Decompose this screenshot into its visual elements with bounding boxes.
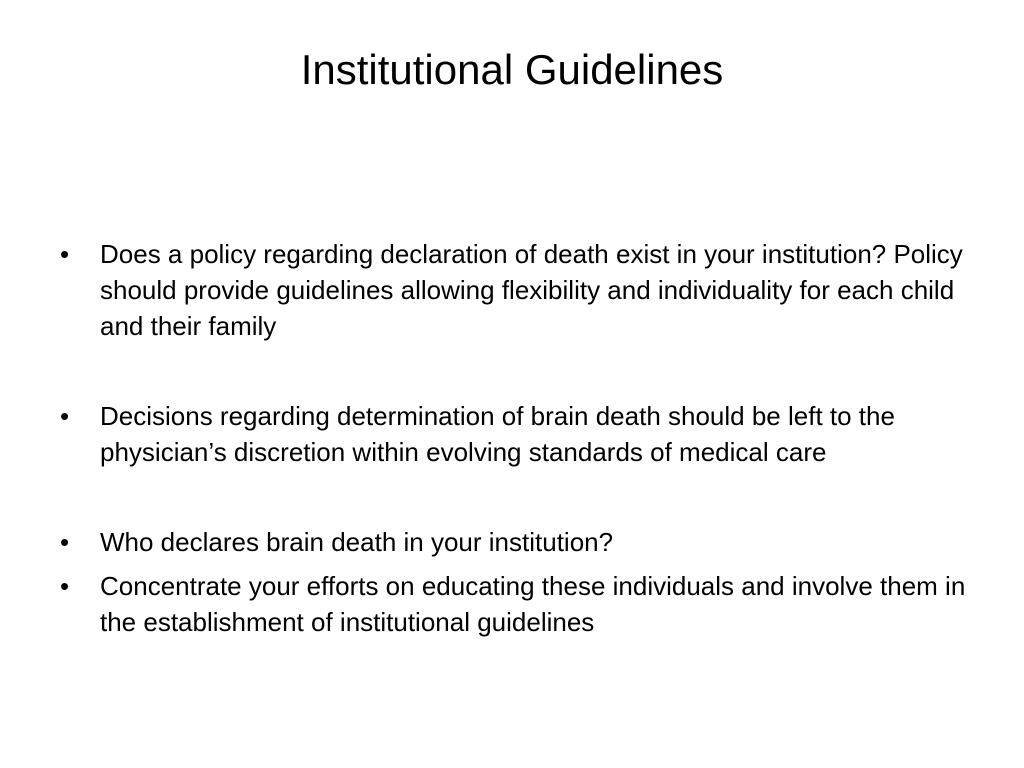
bullet-item	[60, 524, 970, 560]
bullet-dot-icon: •	[60, 239, 70, 269]
bullet-dot-icon: •	[60, 527, 70, 557]
bullet-text: Who declares brain death in your institution?	[100, 527, 614, 557]
bullet-list	[60, 236, 970, 640]
bullet-item	[60, 236, 970, 344]
bullet-item	[60, 398, 970, 470]
bullet-dot-icon: •	[60, 401, 70, 431]
slide-title: Institutional Guidelines	[300, 46, 724, 93]
bullet-text: Does a policy regarding declaration of death exist in your institution? Policy should provide guidelines allowing flexibility and individuality for each child and their family	[100, 239, 963, 341]
bullet-text: Concentrate your efforts on educating these individuals and involve them in the establishment of institutional guidelines	[100, 571, 966, 637]
bullet-text: Decisions regarding determination of brain death should be left to the physician’s discretion within evolving standards of medical care	[100, 401, 895, 467]
bullet-dot-icon: •	[60, 571, 70, 601]
bullet-item	[60, 568, 970, 640]
